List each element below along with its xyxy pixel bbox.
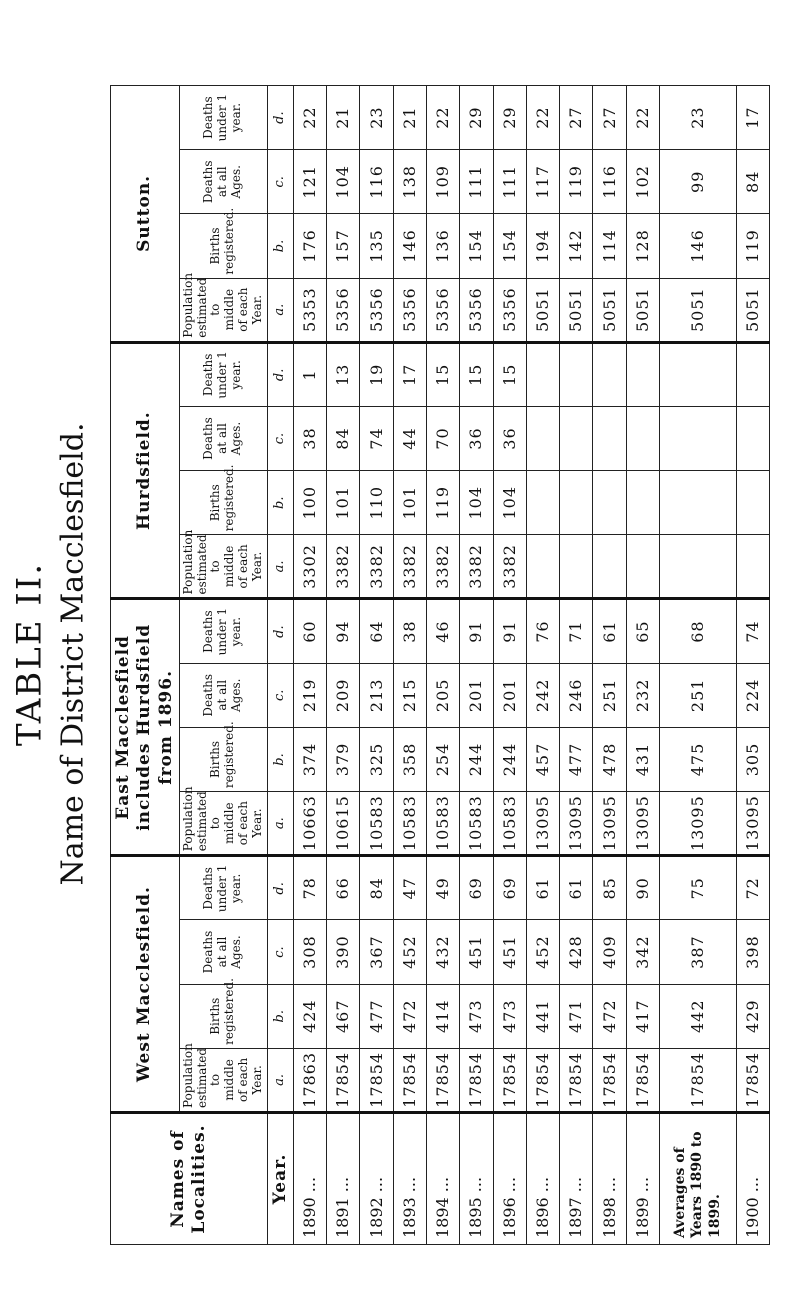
data-cell: 104 bbox=[460, 471, 493, 535]
data-cell: 5051 bbox=[560, 278, 593, 342]
year-cell: 1896 ... bbox=[526, 1113, 559, 1245]
data-cell: 154 bbox=[493, 214, 526, 278]
data-cell bbox=[626, 406, 659, 470]
data-cell: 109 bbox=[426, 150, 459, 214]
data-cell: 146 bbox=[393, 214, 426, 278]
data-cell: 457 bbox=[526, 727, 559, 791]
data-cell bbox=[626, 471, 659, 535]
data-cell: 116 bbox=[360, 150, 393, 214]
col-infant-deaths-header: Deaths under 1 year. bbox=[179, 599, 267, 663]
data-cell bbox=[560, 535, 593, 599]
data-cell: 13095 bbox=[560, 792, 593, 856]
data-cell: 13 bbox=[327, 342, 360, 406]
data-cell: 232 bbox=[626, 663, 659, 727]
data-cell: 5356 bbox=[327, 278, 360, 342]
data-cell: 176 bbox=[293, 214, 326, 278]
data-cell: 116 bbox=[593, 150, 626, 214]
data-cell: 19 bbox=[360, 342, 393, 406]
data-cell: 473 bbox=[493, 984, 526, 1048]
data-cell: 414 bbox=[426, 984, 459, 1048]
data-cell: 3302 bbox=[293, 535, 326, 599]
data-cell: 10583 bbox=[493, 792, 526, 856]
data-cell: 66 bbox=[327, 856, 360, 920]
data-cell: 5356 bbox=[360, 278, 393, 342]
data-cell: 1 bbox=[293, 342, 326, 406]
data-cell: 5356 bbox=[493, 278, 526, 342]
data-cell: 17854 bbox=[560, 1048, 593, 1112]
data-cell: 17854 bbox=[393, 1048, 426, 1112]
data-cell: 29 bbox=[460, 86, 493, 150]
year-cell: 1893 ... bbox=[393, 1113, 426, 1245]
unit-c: c. bbox=[267, 920, 293, 984]
data-cell: 119 bbox=[560, 150, 593, 214]
year-cell: 1898 ... bbox=[593, 1113, 626, 1245]
data-cell: 17854 bbox=[736, 1048, 769, 1112]
data-cell: 17854 bbox=[426, 1048, 459, 1112]
data-cell: 5356 bbox=[426, 278, 459, 342]
data-cell: 69 bbox=[493, 856, 526, 920]
data-cell: 60 bbox=[293, 599, 326, 663]
data-cell: 452 bbox=[393, 920, 426, 984]
unit-a: a. bbox=[267, 278, 293, 342]
data-cell: 219 bbox=[293, 663, 326, 727]
data-cell: 254 bbox=[426, 727, 459, 791]
col-infant-deaths-header: Deaths under 1 year. bbox=[179, 856, 267, 920]
data-cell: 251 bbox=[593, 663, 626, 727]
data-cell: 209 bbox=[327, 663, 360, 727]
data-cell: 99 bbox=[660, 150, 737, 214]
data-cell: 429 bbox=[736, 984, 769, 1048]
data-cell: 13095 bbox=[660, 792, 737, 856]
col-deaths-header: Deaths at all Ages. bbox=[179, 406, 267, 470]
data-cell: 472 bbox=[593, 984, 626, 1048]
data-cell: 17854 bbox=[626, 1048, 659, 1112]
data-cell: 121 bbox=[293, 150, 326, 214]
year-cell: 1894 ... bbox=[426, 1113, 459, 1245]
data-cell: 111 bbox=[460, 150, 493, 214]
data-cell: 424 bbox=[293, 984, 326, 1048]
data-cell: 452 bbox=[526, 920, 559, 984]
data-cell: 432 bbox=[426, 920, 459, 984]
data-cell: 342 bbox=[626, 920, 659, 984]
col-births-header: Births registered. bbox=[179, 984, 267, 1048]
data-cell: 157 bbox=[327, 214, 360, 278]
data-cell: 472 bbox=[393, 984, 426, 1048]
table-row bbox=[460, 86, 493, 1245]
data-cell: 100 bbox=[293, 471, 326, 535]
data-cell: 22 bbox=[293, 86, 326, 150]
data-cell: 114 bbox=[593, 214, 626, 278]
data-cell: 478 bbox=[593, 727, 626, 791]
data-cell bbox=[526, 535, 559, 599]
col-infant-deaths-header: Deaths under 1 year. bbox=[179, 342, 267, 406]
data-cell: 146 bbox=[660, 214, 737, 278]
data-cell: 76 bbox=[526, 599, 559, 663]
data-cell: 65 bbox=[626, 599, 659, 663]
data-cell: 47 bbox=[393, 856, 426, 920]
statistics-table bbox=[110, 85, 770, 1245]
data-cell: 213 bbox=[360, 663, 393, 727]
data-cell: 104 bbox=[493, 471, 526, 535]
data-cell: 201 bbox=[493, 663, 526, 727]
data-cell: 94 bbox=[327, 599, 360, 663]
data-cell bbox=[736, 342, 769, 406]
data-cell: 17854 bbox=[660, 1048, 737, 1112]
unit-c: c. bbox=[267, 150, 293, 214]
averages-label: Averages of Years 1890 to 1899. bbox=[660, 1113, 737, 1245]
data-cell: 224 bbox=[736, 663, 769, 727]
table-row bbox=[526, 86, 559, 1245]
unit-d: d. bbox=[267, 599, 293, 663]
data-cell: 251 bbox=[660, 663, 737, 727]
data-cell: 22 bbox=[526, 86, 559, 150]
col-deaths-header: Deaths at all Ages. bbox=[179, 920, 267, 984]
data-cell bbox=[660, 471, 737, 535]
data-cell: 138 bbox=[393, 150, 426, 214]
data-cell: 72 bbox=[736, 856, 769, 920]
data-cell: 142 bbox=[560, 214, 593, 278]
data-cell: 84 bbox=[327, 406, 360, 470]
data-cell: 91 bbox=[493, 599, 526, 663]
data-cell bbox=[736, 406, 769, 470]
data-cell: 473 bbox=[460, 984, 493, 1048]
data-cell: 477 bbox=[360, 984, 393, 1048]
data-cell: 27 bbox=[593, 86, 626, 150]
data-cell: 17854 bbox=[593, 1048, 626, 1112]
unit-d: d. bbox=[267, 856, 293, 920]
col-population-header: Population estimated to middle of each Year. bbox=[179, 792, 267, 856]
data-cell: 215 bbox=[393, 663, 426, 727]
data-cell bbox=[560, 406, 593, 470]
group-west-macclesfield: West Macclesfield. bbox=[111, 856, 180, 1113]
data-cell: 3382 bbox=[393, 535, 426, 599]
data-cell: 471 bbox=[560, 984, 593, 1048]
data-cell: 10583 bbox=[460, 792, 493, 856]
col-population-header: Population estimated to middle of each Year. bbox=[179, 535, 267, 599]
table-row bbox=[426, 86, 459, 1245]
data-cell: 5051 bbox=[593, 278, 626, 342]
data-cell: 84 bbox=[736, 150, 769, 214]
year-cell: 1892 ... bbox=[360, 1113, 393, 1245]
data-cell: 90 bbox=[626, 856, 659, 920]
data-cell: 128 bbox=[626, 214, 659, 278]
data-cell: 477 bbox=[560, 727, 593, 791]
data-cell: 68 bbox=[660, 599, 737, 663]
data-cell: 5051 bbox=[660, 278, 737, 342]
data-cell: 117 bbox=[526, 150, 559, 214]
localities-header: Names of Localities. bbox=[111, 1113, 268, 1245]
data-cell: 29 bbox=[493, 86, 526, 150]
unit-c: c. bbox=[267, 663, 293, 727]
data-cell: 23 bbox=[360, 86, 393, 150]
data-cell: 374 bbox=[293, 727, 326, 791]
data-cell: 17854 bbox=[526, 1048, 559, 1112]
data-cell: 61 bbox=[560, 856, 593, 920]
data-cell: 5051 bbox=[736, 278, 769, 342]
data-cell: 104 bbox=[327, 150, 360, 214]
data-cell: 441 bbox=[526, 984, 559, 1048]
data-cell: 17854 bbox=[327, 1048, 360, 1112]
data-cell: 17863 bbox=[293, 1048, 326, 1112]
data-cell: 38 bbox=[393, 599, 426, 663]
unit-c: c. bbox=[267, 406, 293, 470]
unit-a: a. bbox=[267, 1048, 293, 1112]
data-cell bbox=[526, 406, 559, 470]
col-deaths-header: Deaths at all Ages. bbox=[179, 150, 267, 214]
table-row bbox=[393, 86, 426, 1245]
data-cell: 38 bbox=[293, 406, 326, 470]
data-cell: 78 bbox=[293, 856, 326, 920]
data-cell: 305 bbox=[736, 727, 769, 791]
data-cell bbox=[560, 471, 593, 535]
table-title: Name of District Macclesfield. bbox=[55, 422, 91, 886]
data-cell: 390 bbox=[327, 920, 360, 984]
data-cell: 74 bbox=[360, 406, 393, 470]
data-cell: 110 bbox=[360, 471, 393, 535]
data-cell: 3382 bbox=[360, 535, 393, 599]
col-population-header: Population estimated to middle of each Year. bbox=[179, 1048, 267, 1112]
table-row bbox=[493, 86, 526, 1245]
data-cell: 119 bbox=[426, 471, 459, 535]
data-cell: 3382 bbox=[493, 535, 526, 599]
data-cell: 135 bbox=[360, 214, 393, 278]
data-cell: 201 bbox=[460, 663, 493, 727]
data-cell: 27 bbox=[560, 86, 593, 150]
data-cell: 101 bbox=[393, 471, 426, 535]
data-cell: 36 bbox=[493, 406, 526, 470]
unit-b: b. bbox=[267, 984, 293, 1048]
data-cell: 417 bbox=[626, 984, 659, 1048]
table-row bbox=[360, 86, 393, 1245]
data-cell: 246 bbox=[560, 663, 593, 727]
data-cell: 194 bbox=[526, 214, 559, 278]
year-cell: 1899 ... bbox=[626, 1113, 659, 1245]
data-cell: 23 bbox=[660, 86, 737, 150]
data-cell bbox=[593, 342, 626, 406]
data-cell: 10663 bbox=[293, 792, 326, 856]
data-cell: 5051 bbox=[526, 278, 559, 342]
data-cell: 74 bbox=[736, 599, 769, 663]
data-cell: 119 bbox=[736, 214, 769, 278]
data-cell bbox=[593, 535, 626, 599]
data-cell: 17854 bbox=[460, 1048, 493, 1112]
unit-d: d. bbox=[267, 342, 293, 406]
data-cell: 379 bbox=[327, 727, 360, 791]
data-cell: 36 bbox=[460, 406, 493, 470]
data-cell: 15 bbox=[460, 342, 493, 406]
data-cell: 475 bbox=[660, 727, 737, 791]
data-cell: 244 bbox=[460, 727, 493, 791]
group-sutton: Sutton. bbox=[111, 86, 180, 343]
data-cell: 22 bbox=[426, 86, 459, 150]
data-cell: 10615 bbox=[327, 792, 360, 856]
table-row bbox=[293, 86, 326, 1245]
data-cell: 44 bbox=[393, 406, 426, 470]
group-hurdsfield: Hurdsfield. bbox=[111, 342, 180, 599]
data-cell: 428 bbox=[560, 920, 593, 984]
data-cell: 84 bbox=[360, 856, 393, 920]
data-cell bbox=[626, 342, 659, 406]
data-cell: 10583 bbox=[360, 792, 393, 856]
data-cell: 71 bbox=[560, 599, 593, 663]
col-infant-deaths-header: Deaths under 1 year. bbox=[179, 86, 267, 150]
data-cell: 15 bbox=[493, 342, 526, 406]
data-cell: 205 bbox=[426, 663, 459, 727]
rotated-table-wrapper bbox=[110, 85, 770, 1245]
data-cell: 21 bbox=[327, 86, 360, 150]
side-caption bbox=[0, 0, 100, 1308]
data-cell bbox=[593, 471, 626, 535]
unit-a: a. bbox=[267, 535, 293, 599]
data-cell: 5356 bbox=[460, 278, 493, 342]
data-cell: 13095 bbox=[626, 792, 659, 856]
data-cell: 13095 bbox=[526, 792, 559, 856]
data-cell: 10583 bbox=[426, 792, 459, 856]
year-cell: 1895 ... bbox=[460, 1113, 493, 1245]
data-cell: 3382 bbox=[460, 535, 493, 599]
data-cell bbox=[660, 406, 737, 470]
data-cell: 358 bbox=[393, 727, 426, 791]
unit-row bbox=[267, 86, 293, 1245]
data-cell: 13095 bbox=[593, 792, 626, 856]
year-cell: 1890 ... bbox=[293, 1113, 326, 1245]
data-cell: 15 bbox=[426, 342, 459, 406]
year-cell: 1897 ... bbox=[560, 1113, 593, 1245]
data-cell: 242 bbox=[526, 663, 559, 727]
data-cell bbox=[560, 342, 593, 406]
group-east-macclesfield: East Macclesfield includes Hurdsfield from 1896. bbox=[111, 599, 180, 856]
data-cell bbox=[736, 535, 769, 599]
data-cell bbox=[626, 535, 659, 599]
data-cell: 442 bbox=[660, 984, 737, 1048]
data-cell bbox=[660, 342, 737, 406]
data-cell: 17854 bbox=[360, 1048, 393, 1112]
group-header-row bbox=[111, 86, 180, 1245]
year-header: Year. bbox=[267, 1113, 293, 1245]
data-cell bbox=[660, 535, 737, 599]
data-cell bbox=[593, 406, 626, 470]
data-cell: 154 bbox=[460, 214, 493, 278]
year-cell: 1891 ... bbox=[327, 1113, 360, 1245]
data-cell bbox=[526, 471, 559, 535]
data-cell: 21 bbox=[393, 86, 426, 150]
data-cell: 22 bbox=[626, 86, 659, 150]
data-cell: 49 bbox=[426, 856, 459, 920]
col-deaths-header: Deaths at all Ages. bbox=[179, 663, 267, 727]
subheader-row bbox=[179, 86, 267, 1245]
table-label: TABLE II. bbox=[9, 561, 50, 747]
data-cell: 451 bbox=[493, 920, 526, 984]
unit-a: a. bbox=[267, 792, 293, 856]
col-births-header: Births registered. bbox=[179, 727, 267, 791]
unit-b: b. bbox=[267, 214, 293, 278]
data-cell: 10583 bbox=[393, 792, 426, 856]
data-cell: 451 bbox=[460, 920, 493, 984]
data-cell: 61 bbox=[526, 856, 559, 920]
data-cell: 5353 bbox=[293, 278, 326, 342]
year-cell: 1896 ... bbox=[493, 1113, 526, 1245]
col-births-header: Births registered. bbox=[179, 471, 267, 535]
data-cell: 17854 bbox=[493, 1048, 526, 1112]
data-cell: 91 bbox=[460, 599, 493, 663]
data-cell: 17 bbox=[736, 86, 769, 150]
unit-b: b. bbox=[267, 727, 293, 791]
data-cell bbox=[526, 342, 559, 406]
averages-row bbox=[660, 86, 737, 1245]
data-cell: 102 bbox=[626, 150, 659, 214]
unit-d: d. bbox=[267, 86, 293, 150]
data-cell bbox=[736, 471, 769, 535]
data-cell: 17 bbox=[393, 342, 426, 406]
data-cell: 431 bbox=[626, 727, 659, 791]
data-cell: 308 bbox=[293, 920, 326, 984]
data-cell: 111 bbox=[493, 150, 526, 214]
data-cell: 467 bbox=[327, 984, 360, 1048]
data-cell: 101 bbox=[327, 471, 360, 535]
data-cell: 61 bbox=[593, 599, 626, 663]
data-cell: 75 bbox=[660, 856, 737, 920]
col-births-header: Births registered. bbox=[179, 214, 267, 278]
data-cell: 64 bbox=[360, 599, 393, 663]
table-row bbox=[593, 86, 626, 1245]
data-cell: 398 bbox=[736, 920, 769, 984]
data-cell: 5051 bbox=[626, 278, 659, 342]
col-population-header: Population estimated to middle of each Year. bbox=[179, 278, 267, 342]
year-cell: 1900 ... bbox=[736, 1113, 769, 1245]
table-row bbox=[736, 86, 769, 1245]
data-cell: 3382 bbox=[426, 535, 459, 599]
data-cell: 70 bbox=[426, 406, 459, 470]
data-cell: 244 bbox=[493, 727, 526, 791]
data-cell: 3382 bbox=[327, 535, 360, 599]
data-cell: 85 bbox=[593, 856, 626, 920]
table-row bbox=[626, 86, 659, 1245]
unit-b: b. bbox=[267, 471, 293, 535]
data-cell: 136 bbox=[426, 214, 459, 278]
data-cell: 46 bbox=[426, 599, 459, 663]
data-cell: 367 bbox=[360, 920, 393, 984]
table-row bbox=[327, 86, 360, 1245]
data-cell: 13095 bbox=[736, 792, 769, 856]
data-cell: 69 bbox=[460, 856, 493, 920]
data-cell: 387 bbox=[660, 920, 737, 984]
data-cell: 409 bbox=[593, 920, 626, 984]
data-cell: 5356 bbox=[393, 278, 426, 342]
data-cell: 325 bbox=[360, 727, 393, 791]
table-row bbox=[560, 86, 593, 1245]
table-body bbox=[293, 86, 769, 1245]
